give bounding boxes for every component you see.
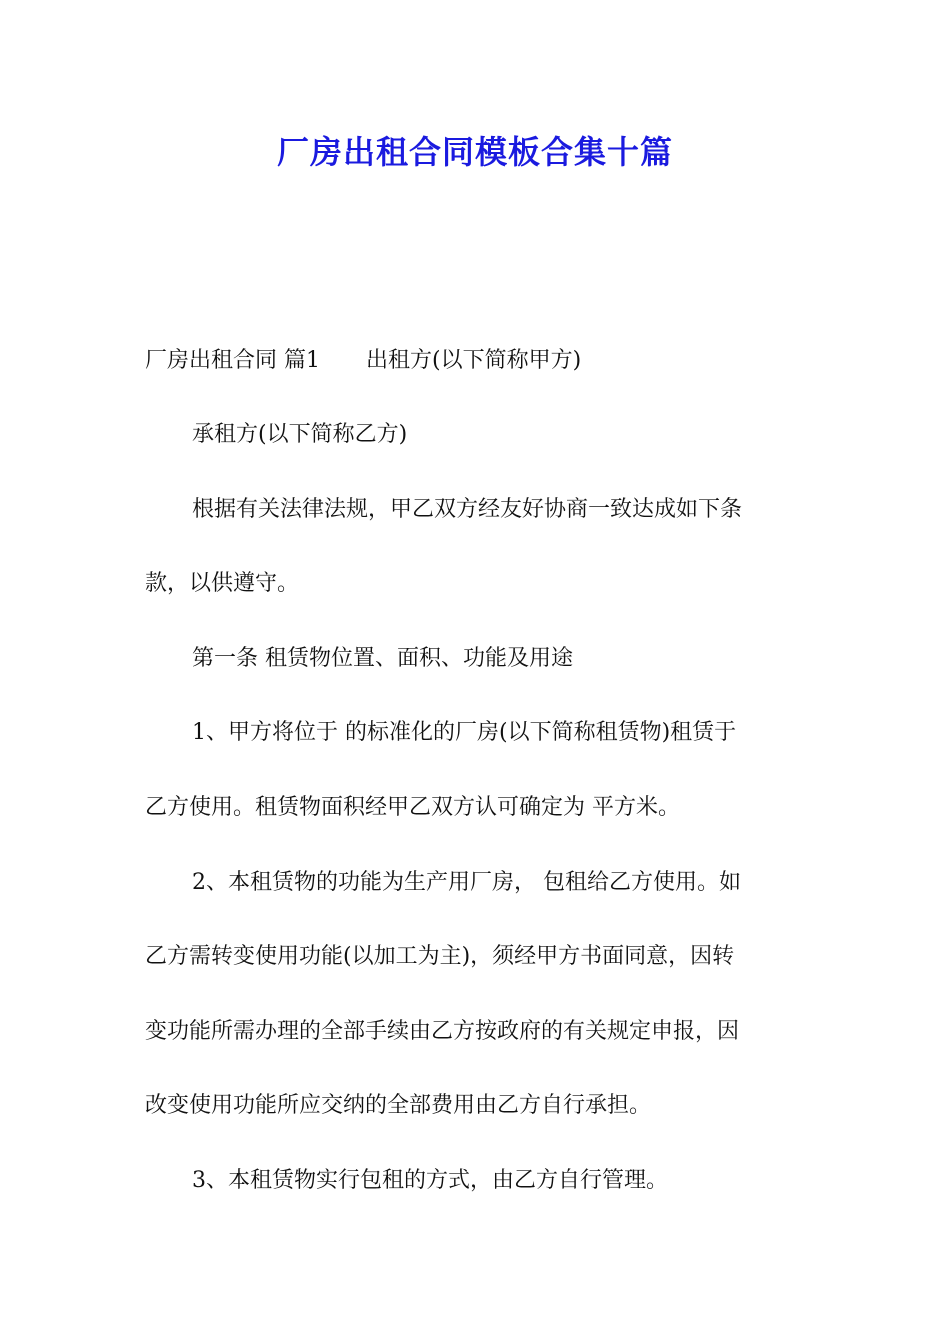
clause-1-line-1: 1、甲方将位于 的标准化的厂房(以下简称租赁物)租赁于 xyxy=(192,720,737,745)
clause-1-line-2: 乙方使用。租赁物面积经甲乙双方认可确定为 平方米。 xyxy=(145,795,680,820)
clause-3-line-1: 3、本租赁物实行包租的方式，由乙方自行管理。 xyxy=(192,1168,668,1193)
clause-2-line-4: 改变使用功能所应交纳的全部费用由乙方自行承担。 xyxy=(145,1093,652,1118)
paragraph-intro-line-2: 款，以供遵守。 xyxy=(145,571,300,596)
clause-2-line-1: 2、本租赁物的功能为生产用厂房， 包租给乙方使用。如 xyxy=(192,870,741,895)
clause-2-line-2: 乙方需转变使用功能(以加工为主)，须经甲方书面同意，因转 xyxy=(145,944,735,969)
document-title: 厂房出租合同模板合集十篇 xyxy=(276,133,673,171)
paragraph-intro-line-1: 根据有关法律法规，甲乙双方经友好协商一致达成如下条 xyxy=(192,497,743,522)
paragraph-lessee: 承租方(以下简称乙方) xyxy=(192,422,408,447)
section-heading: 厂房出租合同 篇1 xyxy=(145,348,320,373)
article-heading: 第一条 租赁物位置、面积、功能及用途 xyxy=(192,646,573,671)
paragraph-lessor: 出租方(以下简称甲方) xyxy=(366,348,582,373)
clause-2-line-3: 变功能所需办理的全部手续由乙方按政府的有关规定申报，因 xyxy=(145,1019,740,1044)
first-line xyxy=(145,344,810,378)
